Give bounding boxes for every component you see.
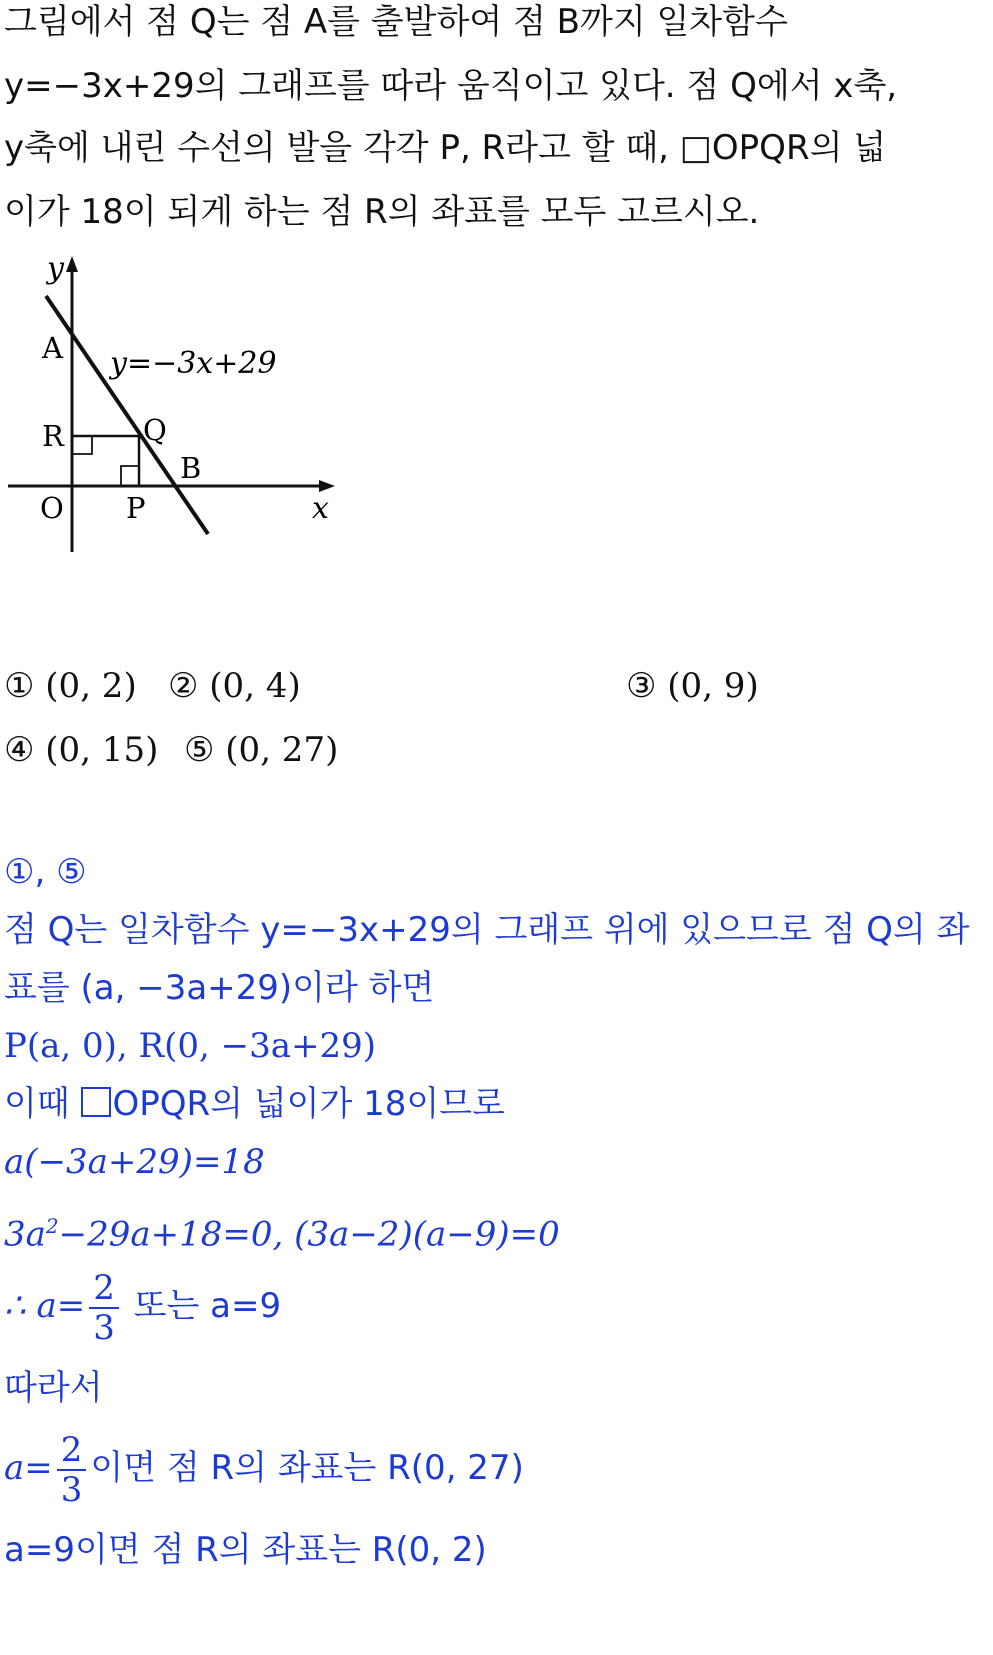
choice-3-value: (0, 9): [667, 666, 759, 706]
solution-line-4: [4, 1084, 505, 1124]
choice-4-value: (0, 15): [45, 730, 159, 770]
exponent: 2: [45, 1214, 59, 1238]
choice-2[interactable]: [168, 666, 301, 706]
solution-line-10: a=9이면 점 R의 좌표는 R(0, 2): [4, 1530, 487, 1570]
solution-line-5: a(−3a+29)=18: [4, 1142, 265, 1182]
label-O: O: [40, 491, 64, 525]
label-x: x: [312, 491, 329, 526]
question-line-2: y=−3x+29의 그래프를 따라 움직이고 있다. 점 Q에서 x축,: [4, 66, 898, 106]
solution-line-6: [4, 1206, 560, 1254]
right-angle-mark-P: [121, 466, 139, 486]
choice-1[interactable]: [4, 666, 137, 706]
choice-5[interactable]: [184, 730, 338, 770]
choice-3[interactable]: [626, 666, 759, 706]
solution-line-3: P(a, 0), R(0, −3a+29): [4, 1026, 377, 1066]
solution-line-2: 표를 (a, −3a+29)이라 하면: [4, 968, 435, 1008]
fraction-denominator: 3: [93, 1307, 115, 1348]
choice-1-mark: ①: [4, 666, 35, 706]
label-Q: Q: [143, 413, 167, 447]
choice-3-mark: ③: [626, 666, 657, 706]
label-equation: y=−3x+29: [110, 346, 277, 381]
label-A: A: [42, 331, 63, 365]
y-axis-arrow: [66, 256, 78, 272]
fraction-denominator: 3: [60, 1469, 83, 1510]
solution-line-6-a: 3a: [4, 1214, 46, 1255]
solution-line-6-b: −29a+18=0, (3a−2)(a−9)=0: [58, 1214, 560, 1255]
question-line-3: y축에 내린 수선의 발을 각각 P, R라고 할 때, □OPQR의 넓: [4, 128, 887, 168]
solution-answer: ①, ⑤: [4, 852, 87, 892]
fraction-two-thirds: [89, 1269, 119, 1347]
choice-2-mark: ②: [168, 666, 199, 706]
choice-5-value: (0, 27): [225, 730, 339, 770]
choice-2-value: (0, 4): [209, 666, 301, 706]
choice-5-mark: ⑤: [184, 730, 215, 770]
choice-4[interactable]: [4, 730, 158, 770]
question-line-4: 이가 18이 되게 하는 점 R의 좌표를 모두 고르시오.: [4, 192, 760, 232]
square-symbol: [81, 1087, 111, 1117]
choice-4-mark: ④: [4, 730, 35, 770]
choice-1-value: (0, 2): [45, 666, 137, 706]
solution-line-9-suffix: 이면 점 R의 좌표는 R(0, 27): [90, 1448, 524, 1488]
solution-line-4-suffix: OPQR의 넓이가 18이므로: [112, 1084, 505, 1124]
graph-figure: [0, 248, 360, 568]
right-angle-mark-R: [72, 436, 92, 454]
fraction-numerator: 2: [57, 1431, 87, 1471]
label-R: R: [42, 419, 64, 453]
label-B: B: [180, 451, 202, 485]
solution-line-1: 점 Q는 일차함수 y=−3x+29의 그래프 위에 있으므로 점 Q의 좌: [4, 910, 970, 950]
fraction-two-thirds-2: [57, 1431, 87, 1509]
label-y: y: [47, 251, 64, 286]
solution-line-7: [4, 1266, 281, 1347]
solution-line-9: [4, 1428, 524, 1509]
question-line-1: 그림에서 점 Q는 점 A를 출발하여 점 B까지 일차함수: [4, 2, 788, 42]
label-P: P: [126, 491, 146, 525]
solution-line-7-prefix: ∴ a=: [4, 1286, 86, 1326]
fraction-numerator: 2: [89, 1269, 119, 1309]
solution-line-7-suffix: 또는 a=9: [122, 1286, 282, 1326]
solution-line-9-prefix: a=: [4, 1448, 53, 1488]
solution-line-4-prefix: 이때: [4, 1084, 81, 1124]
solution-line-8: 따라서: [4, 1368, 103, 1408]
